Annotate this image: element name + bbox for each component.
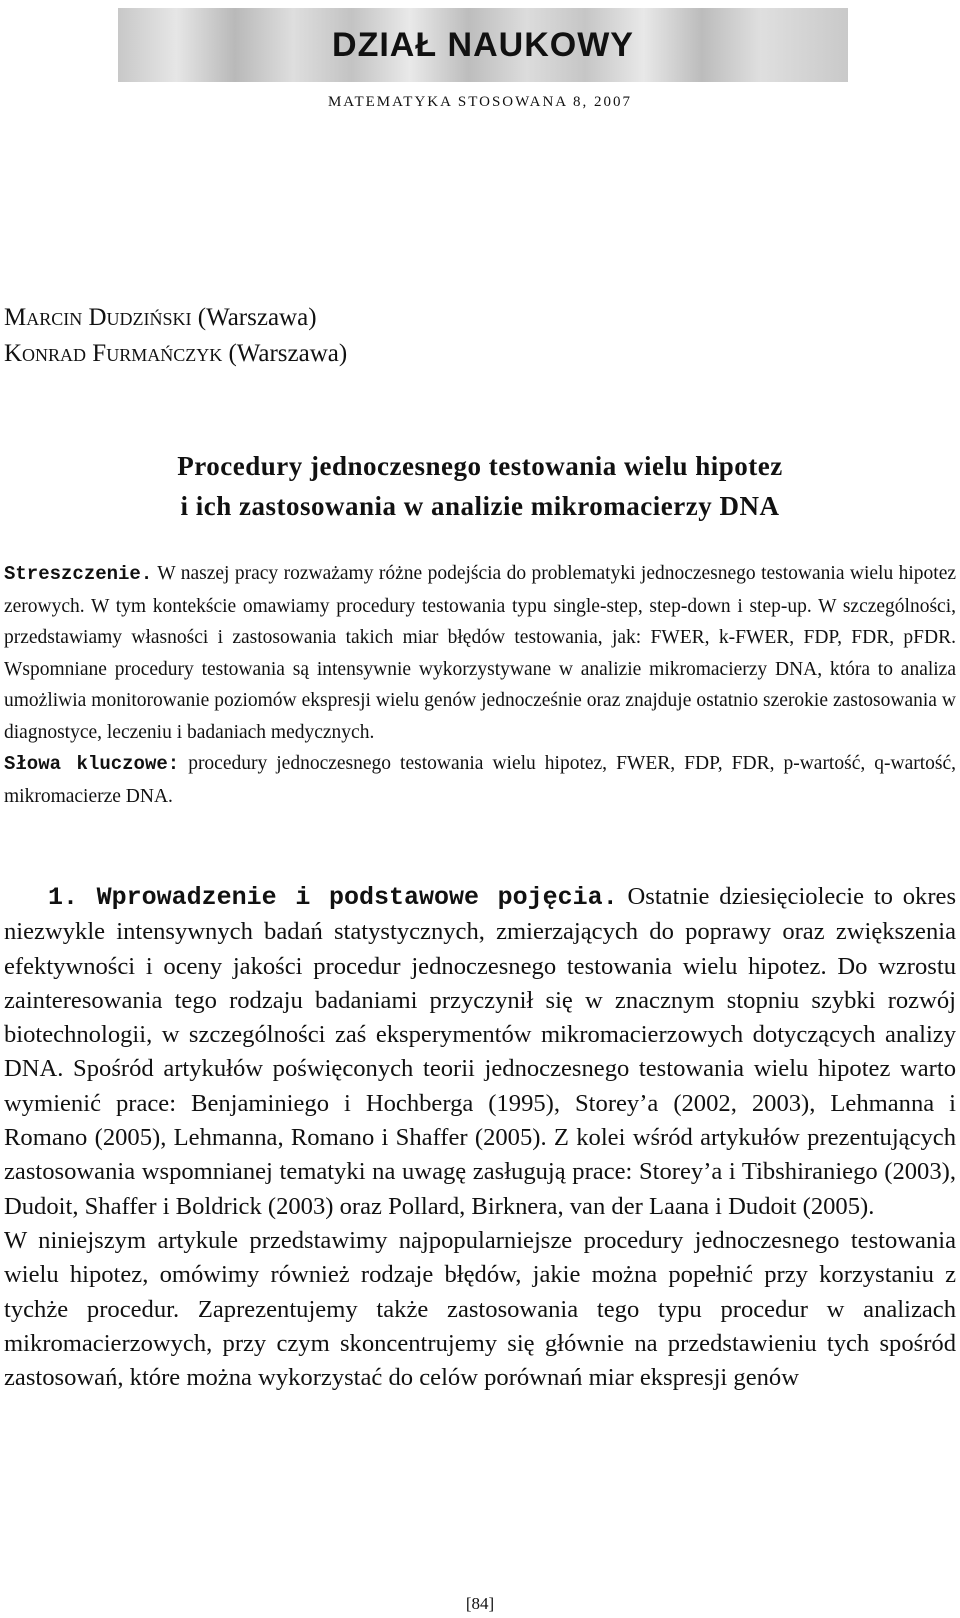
paper-title-line: i ich zastosowania w analizie mikromacierzy DNA [180,491,780,521]
paragraph [4,880,956,1224]
author-line [4,300,347,336]
author-name: Marcin Dudziński [4,304,192,331]
section-heading: 1. Wprowadzenie i podstawowe pojęcia. [48,883,618,912]
section-banner [118,8,848,82]
author-name: Konrad Furmańczyk [4,340,223,367]
author-affiliation: (Warszawa) [228,340,348,367]
page-number: [84] [465,1594,495,1613]
paragraph: W niniejszym artykule przedstawimy najpopularniejsze procedury jednoczesnego testowania wielu hipotez, omówimy również rodzaje błędów, jakie można popełnić przy korzystaniu z tychże procedur. Zaprezentujemy także zastosowania tego typu procedur w analizach mikromacierzowych, przy czym skoncentrujemy się głównie na przedstawieniu tych spośród zastosowań, które można wykorzystać do celów porównań miar ekspresji genów [4,1226,956,1392]
paragraph-text: Ostatnie dziesięciolecie to okres niezwykle intensywnych badań statystycznych, zmierzających do poprawy oraz zwiększenia efektywności i oceny jakości procedur jednoczesnego testowania wielu hipotez. Do wzrostu zainteresowania tego rodzaju badaniami przyczynił się w znacznym stopniu szybki rozwój biotechnologii, w szczególności zaś eksperymentów mikromacierzowych dotyczących analizy DNA. Spośród artykułów poświęconych teorii jednoczesnego testowania wielu hipotez warto wymienić prace: Benjaminiego i Hochberga (1995), Storey’a (2002, 2003), Lehmanna i Romano (2005), Lehmanna, Romano i Shaffer (2005). Z kolei wśród artykułów prezentujących zastosowania wspomnianej tematyki na uwagę zasługują prace: Storey’a i Tibshiraniego (2003), Dudoit, Shaffer i Boldrick (2003) oraz Pollard, Birknera, van der Laana i Dudoit (2005). [4,883,957,1220]
keywords-label: Słowa kluczowe: [4,753,180,775]
journal-header: MATEMATYKA STOSOWANA 8, 2007 [327,94,633,110]
paper-title-line: Procedury jednoczesnego testowania wielu hipotez [177,451,783,481]
abstract [4,558,956,812]
author-affiliation: (Warszawa) [197,304,317,331]
abstract-text: W naszej pracy rozważamy różne podejścia do problematyki jednoczesnego testowania wielu hipotez zerowych. W tym kontekście omawiamy procedury testowania typu single-step, step-down i step-up. W szczególności, przedstawiamy własności i zastosowania takich miar błędów testowania, jak: FWER, k-FWER, FDP, FDR, pFDR. Wspomniane procedury testowania są intensywnie wykorzystywane w analizie mikromacierzy DNA, która to analiza umożliwia monitorowanie poziomów ekspresji wielu genów jednocześnie oraz znajduje ostatnio szerokie zastosowania w diagnostyce, leczeniu i badaniach medycznych. [4,563,956,743]
paper-title [0,446,960,526]
main-body [4,880,956,1395]
abstract-block [4,558,956,748]
keywords-text: procedury jednoczesnego testowania wielu hipotez, FWER, FDP, FDR, p-wartość, q-wartość, mikromacierze DNA. [4,753,956,807]
banner-title: DZIAŁ NAUKOWY [332,26,634,64]
keywords-block [4,748,956,812]
abstract-label: Streszczenie. [4,563,153,585]
author-line [4,336,347,372]
author-list [4,300,347,372]
